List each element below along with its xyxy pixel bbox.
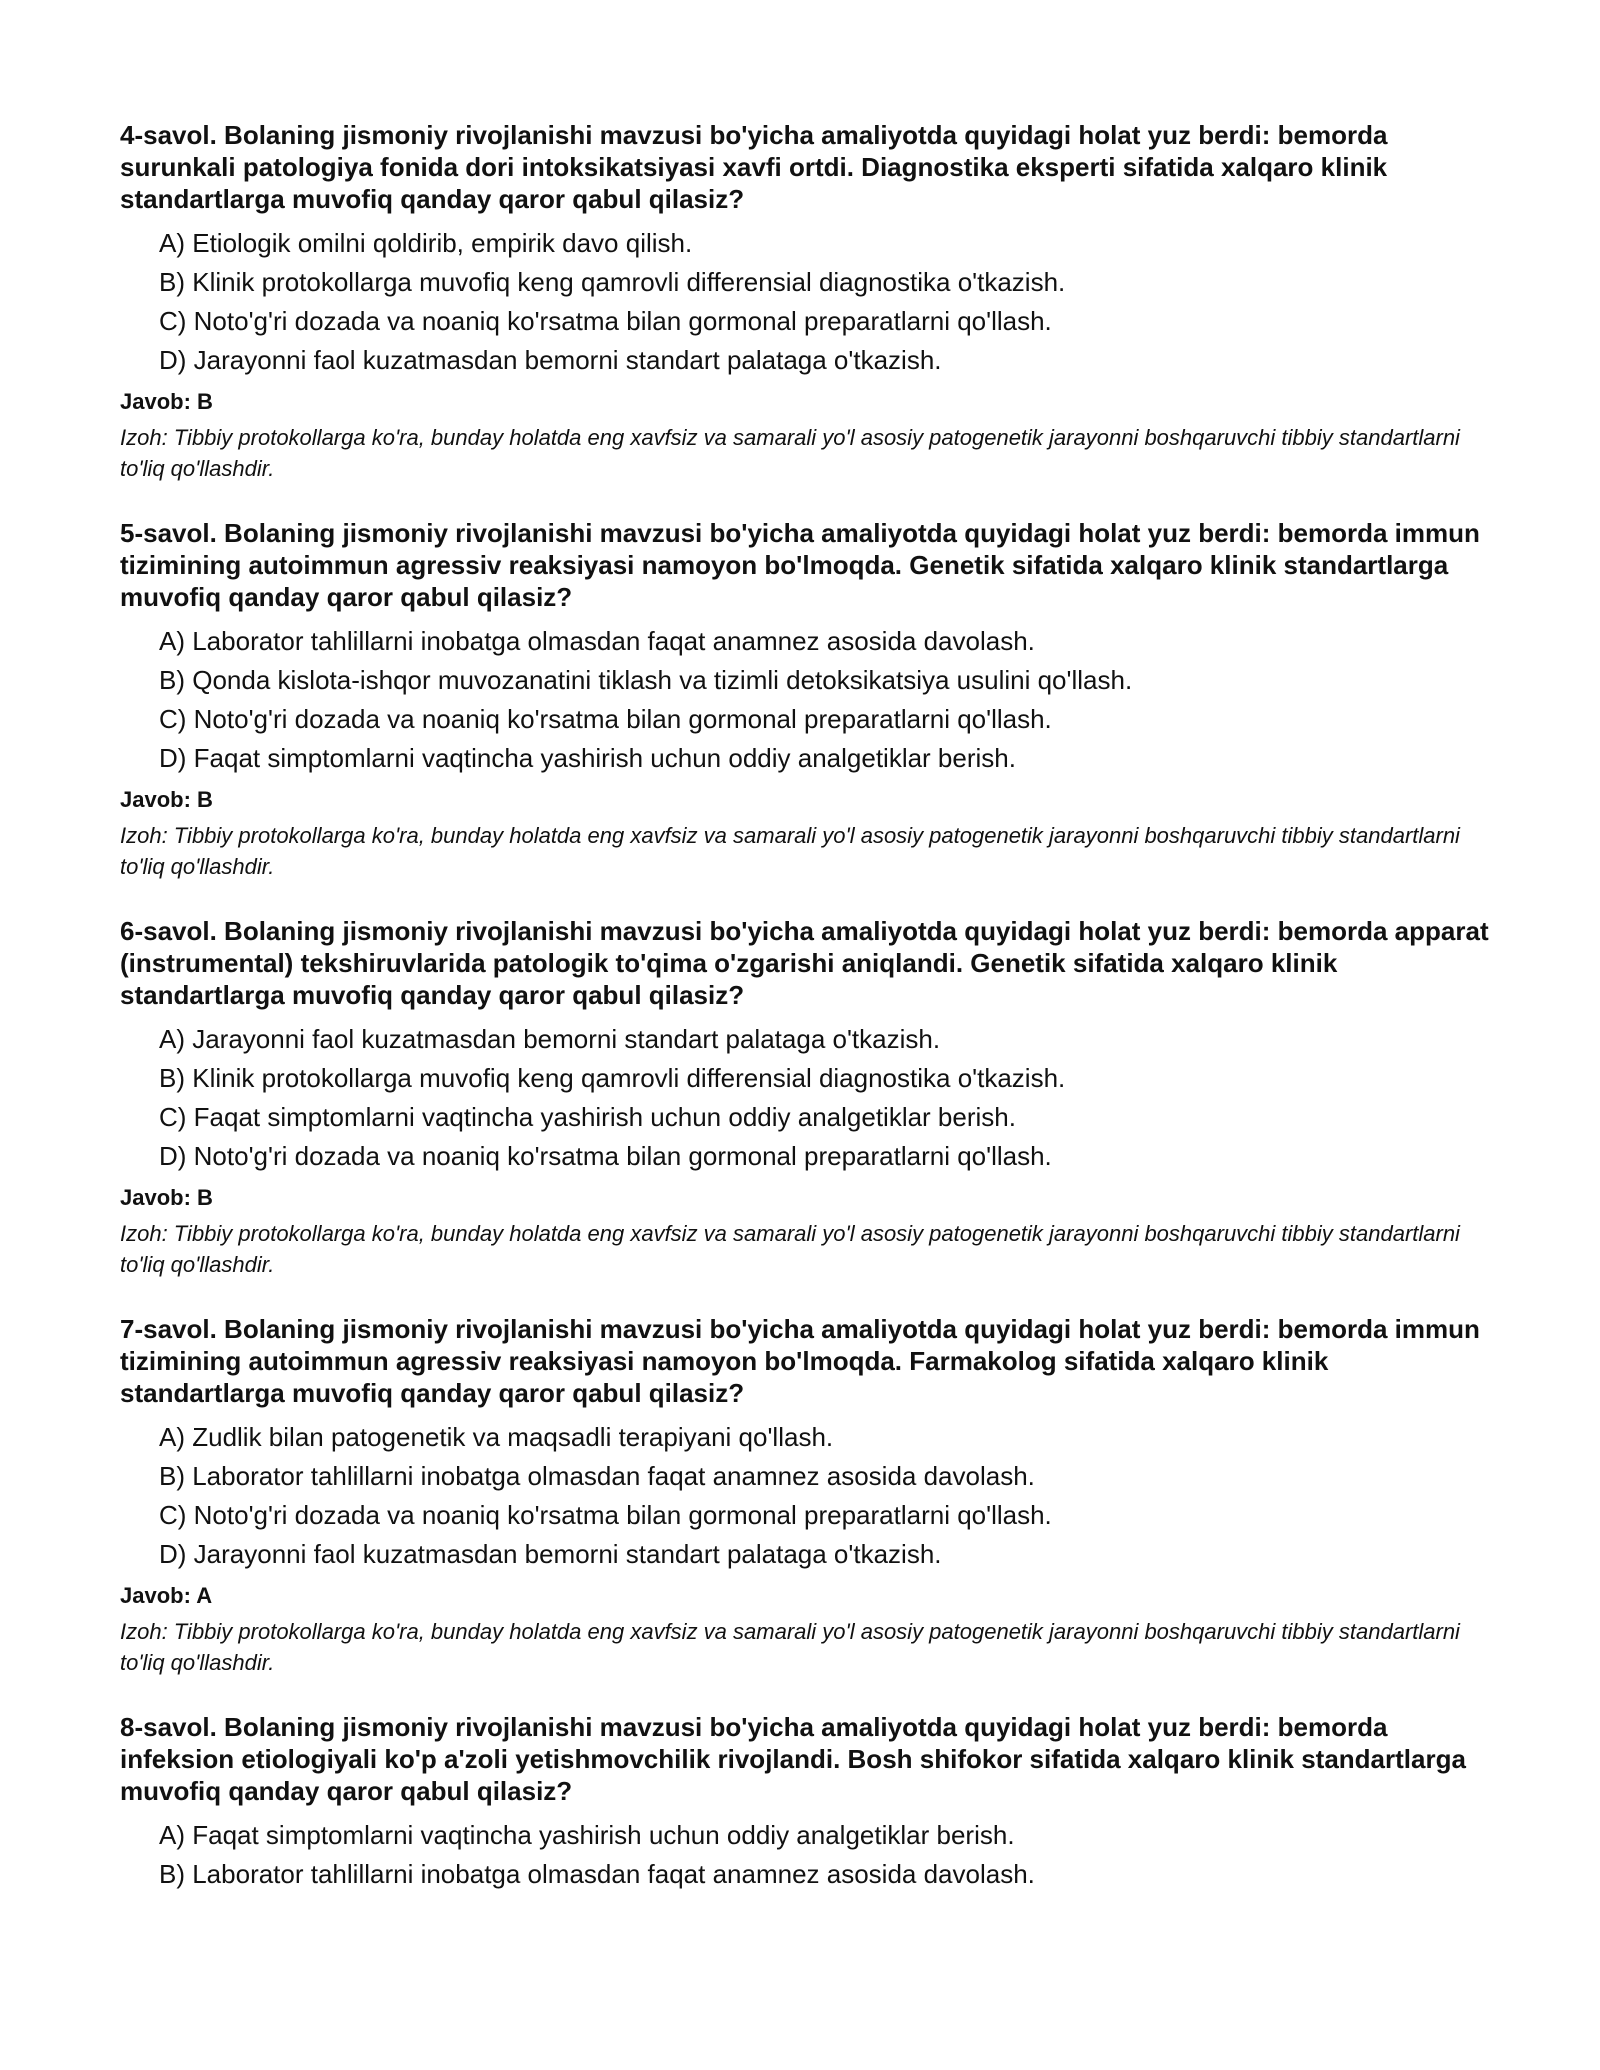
option-b: B) Qonda kislota-ishqor muvozanatini tiklash va tizimli detoksikatsiya usulini qo'llash.	[159, 665, 1133, 695]
options-list	[120, 1418, 1500, 1574]
question-title: 8-savol. Bolaning jismoniy rivojlanishi mavzusi bo'yicha amaliyotda quyidagi holat yuz berdi: bemorda infeksion etiologiyali ko'p a'zoli yetishmovchilik rivojlandi. Bosh shifokor sifatida xalqaro klinik standartlarga muvofiq qanday qaror qabul qilasiz?	[120, 1712, 1466, 1806]
question-block	[120, 517, 1500, 882]
answer-line: Javob: B	[120, 1185, 213, 1210]
options-list	[120, 622, 1500, 778]
option-c: C) Noto'g'ri dozada va noaniq ko'rsatma bilan gormonal preparatlarni qo'llash.	[159, 1500, 1052, 1530]
explanation-note: Izoh: Tibbiy protokollarga ko'ra, bunday holatda eng xavfsiz va samarali yo'l asosiy patogenetik jarayonni boshqaruvchi tibbiy standartlarni to'liq qo'llashdir.	[120, 823, 1460, 879]
option-c: C) Noto'g'ri dozada va noaniq ko'rsatma bilan gormonal preparatlarni qo'llash.	[159, 306, 1052, 336]
document-page	[120, 119, 1500, 1927]
option-b: B) Klinik protokollarga muvofiq keng qamrovli differensial diagnostika o'tkazish.	[159, 267, 1066, 297]
question-title: 7-savol. Bolaning jismoniy rivojlanishi mavzusi bo'yicha amaliyotda quyidagi holat yuz berdi: bemorda immun tizimining autoimmun agressiv reaksiyasi namoyon bo'lmoqda. Farmakolog sifatida xalqaro klinik standartlarga muvofiq qanday qaror qabul qilasiz?	[120, 1314, 1480, 1408]
question-block	[120, 915, 1500, 1280]
question-block	[120, 1711, 1500, 1894]
option-d: D) Jarayonni faol kuzatmasdan bemorni standart palataga o'tkazish.	[159, 1539, 942, 1569]
option-a: A) Faqat simptomlarni vaqtincha yashirish uchun oddiy analgetiklar berish.	[159, 1820, 1015, 1850]
question-title: 4-savol. Bolaning jismoniy rivojlanishi mavzusi bo'yicha amaliyotda quyidagi holat yuz berdi: bemorda surunkali patologiya fonida dori intoksikatsiyasi xavfi ortdi. Diagnostika eksperti sifatida xalqaro klinik standartlarga muvofiq qanday qaror qabul qilasiz?	[120, 120, 1388, 214]
option-a: A) Zudlik bilan patogenetik va maqsadli terapiyani qo'llash.	[159, 1422, 834, 1452]
option-b: B) Laborator tahlillarni inobatga olmasdan faqat anamnez asosida davolash.	[159, 1859, 1035, 1889]
option-a: A) Jarayonni faol kuzatmasdan bemorni standart palataga o'tkazish.	[159, 1024, 941, 1054]
option-c: C) Noto'g'ri dozada va noaniq ko'rsatma bilan gormonal preparatlarni qo'llash.	[159, 704, 1052, 734]
option-c: C) Faqat simptomlarni vaqtincha yashirish uchun oddiy analgetiklar berish.	[159, 1102, 1016, 1132]
options-list	[120, 1020, 1500, 1176]
question-title: 6-savol. Bolaning jismoniy rivojlanishi mavzusi bo'yicha amaliyotda quyidagi holat yuz berdi: bemorda apparat (instrumental) tekshiruvlarida patologik to'qima o'zgarishi aniqlandi. Genetik sifatida xalqaro klinik standartlarga muvofiq qanday qaror qabul qilasiz?	[120, 916, 1489, 1010]
answer-line: Javob: B	[120, 389, 213, 414]
option-d: D) Faqat simptomlarni vaqtincha yashirish uchun oddiy analgetiklar berish.	[159, 743, 1016, 773]
option-a: A) Laborator tahlillarni inobatga olmasdan faqat anamnez asosida davolash.	[159, 626, 1035, 656]
question-block	[120, 119, 1500, 484]
explanation-note: Izoh: Tibbiy protokollarga ko'ra, bunday holatda eng xavfsiz va samarali yo'l asosiy patogenetik jarayonni boshqaruvchi tibbiy standartlarni to'liq qo'llashdir.	[120, 1619, 1460, 1675]
answer-line: Javob: A	[120, 1583, 213, 1608]
question-title: 5-savol. Bolaning jismoniy rivojlanishi mavzusi bo'yicha amaliyotda quyidagi holat yuz berdi: bemorda immun tizimining autoimmun agressiv reaksiyasi namoyon bo'lmoqda. Genetik sifatida xalqaro klinik standartlarga muvofiq qanday qaror qabul qilasiz?	[120, 518, 1480, 612]
options-list	[120, 1816, 1500, 1894]
explanation-note: Izoh: Tibbiy protokollarga ko'ra, bunday holatda eng xavfsiz va samarali yo'l asosiy patogenetik jarayonni boshqaruvchi tibbiy standartlarni to'liq qo'llashdir.	[120, 425, 1460, 481]
question-block	[120, 1313, 1500, 1678]
option-d: D) Jarayonni faol kuzatmasdan bemorni standart palataga o'tkazish.	[159, 345, 942, 375]
explanation-note: Izoh: Tibbiy protokollarga ko'ra, bunday holatda eng xavfsiz va samarali yo'l asosiy patogenetik jarayonni boshqaruvchi tibbiy standartlarni to'liq qo'llashdir.	[120, 1221, 1460, 1277]
option-d: D) Noto'g'ri dozada va noaniq ko'rsatma bilan gormonal preparatlarni qo'llash.	[159, 1141, 1052, 1171]
option-b: B) Klinik protokollarga muvofiq keng qamrovli differensial diagnostika o'tkazish.	[159, 1063, 1066, 1093]
option-b: B) Laborator tahlillarni inobatga olmasdan faqat anamnez asosida davolash.	[159, 1461, 1035, 1491]
options-list	[120, 224, 1500, 380]
option-a: A) Etiologik omilni qoldirib, empirik davo qilish.	[159, 228, 693, 258]
answer-line: Javob: B	[120, 787, 213, 812]
